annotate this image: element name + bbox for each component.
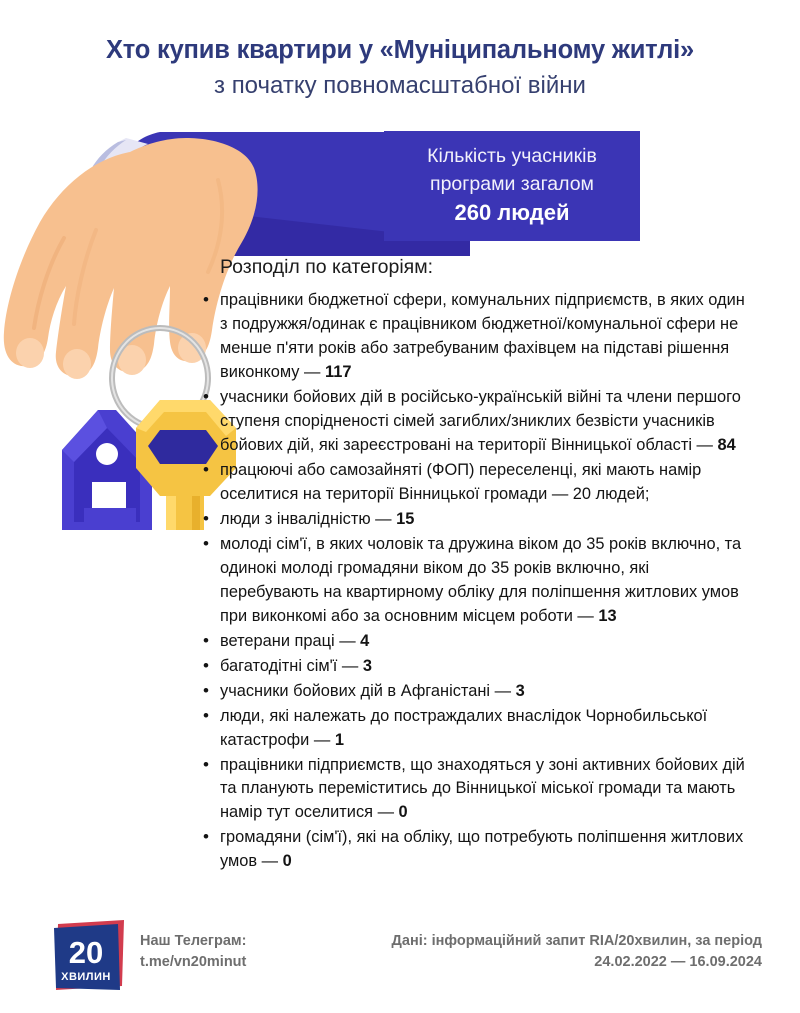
category-label: учасники бойових дій в Афганістані — <box>220 681 516 700</box>
categories-section <box>186 256 752 875</box>
category-item <box>202 754 752 826</box>
category-item <box>202 826 752 874</box>
count-box-line-1: Кількість учасників <box>427 145 597 167</box>
category-label: люди з інвалідністю — <box>220 509 397 528</box>
category-label: працюючі або самозайняті (ФОП) переселенці, які мають намір оселитися на території Вінницької громади — <box>220 461 702 504</box>
source-line-2: 24.02.2022 — 16.09.2024 <box>594 954 762 971</box>
category-value-suffix: ; <box>644 485 650 504</box>
category-value: 3 <box>362 656 372 675</box>
category-value: 117 <box>325 363 352 382</box>
category-item <box>202 508 752 532</box>
category-item <box>202 705 752 753</box>
category-item <box>202 680 752 704</box>
category-value: 1 <box>334 730 344 749</box>
total-participants-box <box>384 131 640 241</box>
category-value: 4 <box>360 631 370 650</box>
category-label: учасники бойових дій в російсько-українській війні та члени першого ступеня спорідненості сімей загиблих/зниклих безвісти учасників бойових дій, які зареєстровані на території Вінницької області — <box>220 388 741 455</box>
page-title: Хто купив квартири у «Муніципальному житлі» <box>105 36 694 64</box>
category-item <box>202 386 752 458</box>
source-line-1: Дані: інформаційний запит RIA/20хвилин, за період <box>391 933 762 949</box>
telegram-block <box>140 931 246 973</box>
category-label: багатодітні сім'ї — <box>220 656 363 675</box>
category-item <box>202 289 752 385</box>
category-value: 20 людей <box>572 485 645 504</box>
category-label: працівники бюджетної сфери, комунальних підприємств, в яких один з подружжя/одинак є працівником бюджетної/комунальної сфери не менше п'яти років або затребуваним фахівцем на підставі рішення виконкому — <box>220 291 745 382</box>
category-label: працівники підприємств, що знаходяться у зоні активних бойових дій та планують переміститись до Вінницької міської громади та мають намір тут оселитися — <box>220 755 745 822</box>
category-label: молоді сім'ї, в яких чоловік та дружина віком до 35 років включно, та одинокі молоді громадяни віком до 35 років включно, які перебувають на квартирному обліку для поліпшення житлових умов при виконкомі або за основним місцем роботи — <box>220 534 742 625</box>
category-label: ветерани праці — <box>220 631 361 650</box>
category-label: люди, які належать до постраждалих внаслідок Чорнобильської катастрофи — <box>220 706 708 749</box>
count-box-line-2: програми загалом <box>430 172 594 195</box>
logo-number: 20 <box>68 935 104 970</box>
categories-list <box>186 289 752 874</box>
categories-heading: Розподіл по категоріям: <box>220 256 434 278</box>
telegram-label: Наш Телеграм: <box>140 933 247 949</box>
category-value: 0 <box>282 852 292 871</box>
category-item <box>202 533 752 629</box>
category-value: 84 <box>717 436 736 455</box>
count-box-total: 260 людей <box>454 200 570 226</box>
page-header <box>0 0 800 99</box>
page-footer <box>0 913 800 1013</box>
category-label: громадяни (сім'ї), які на обліку, що потребують поліпшення житлових умов — <box>220 828 744 871</box>
category-value: 0 <box>398 803 408 822</box>
category-value: 15 <box>396 509 415 528</box>
telegram-handle[interactable]: t.me/vn20minut <box>140 954 247 971</box>
logo-word: ХВИЛИН <box>61 971 111 983</box>
category-item <box>202 655 752 679</box>
category-item <box>202 459 752 507</box>
category-item <box>202 630 752 654</box>
logo-20hvylyn[interactable] <box>52 918 128 994</box>
category-value: 3 <box>515 681 525 700</box>
source-block <box>392 931 762 973</box>
page-subtitle: з початку повномасштабної війни <box>214 71 586 99</box>
category-value: 13 <box>598 606 617 625</box>
